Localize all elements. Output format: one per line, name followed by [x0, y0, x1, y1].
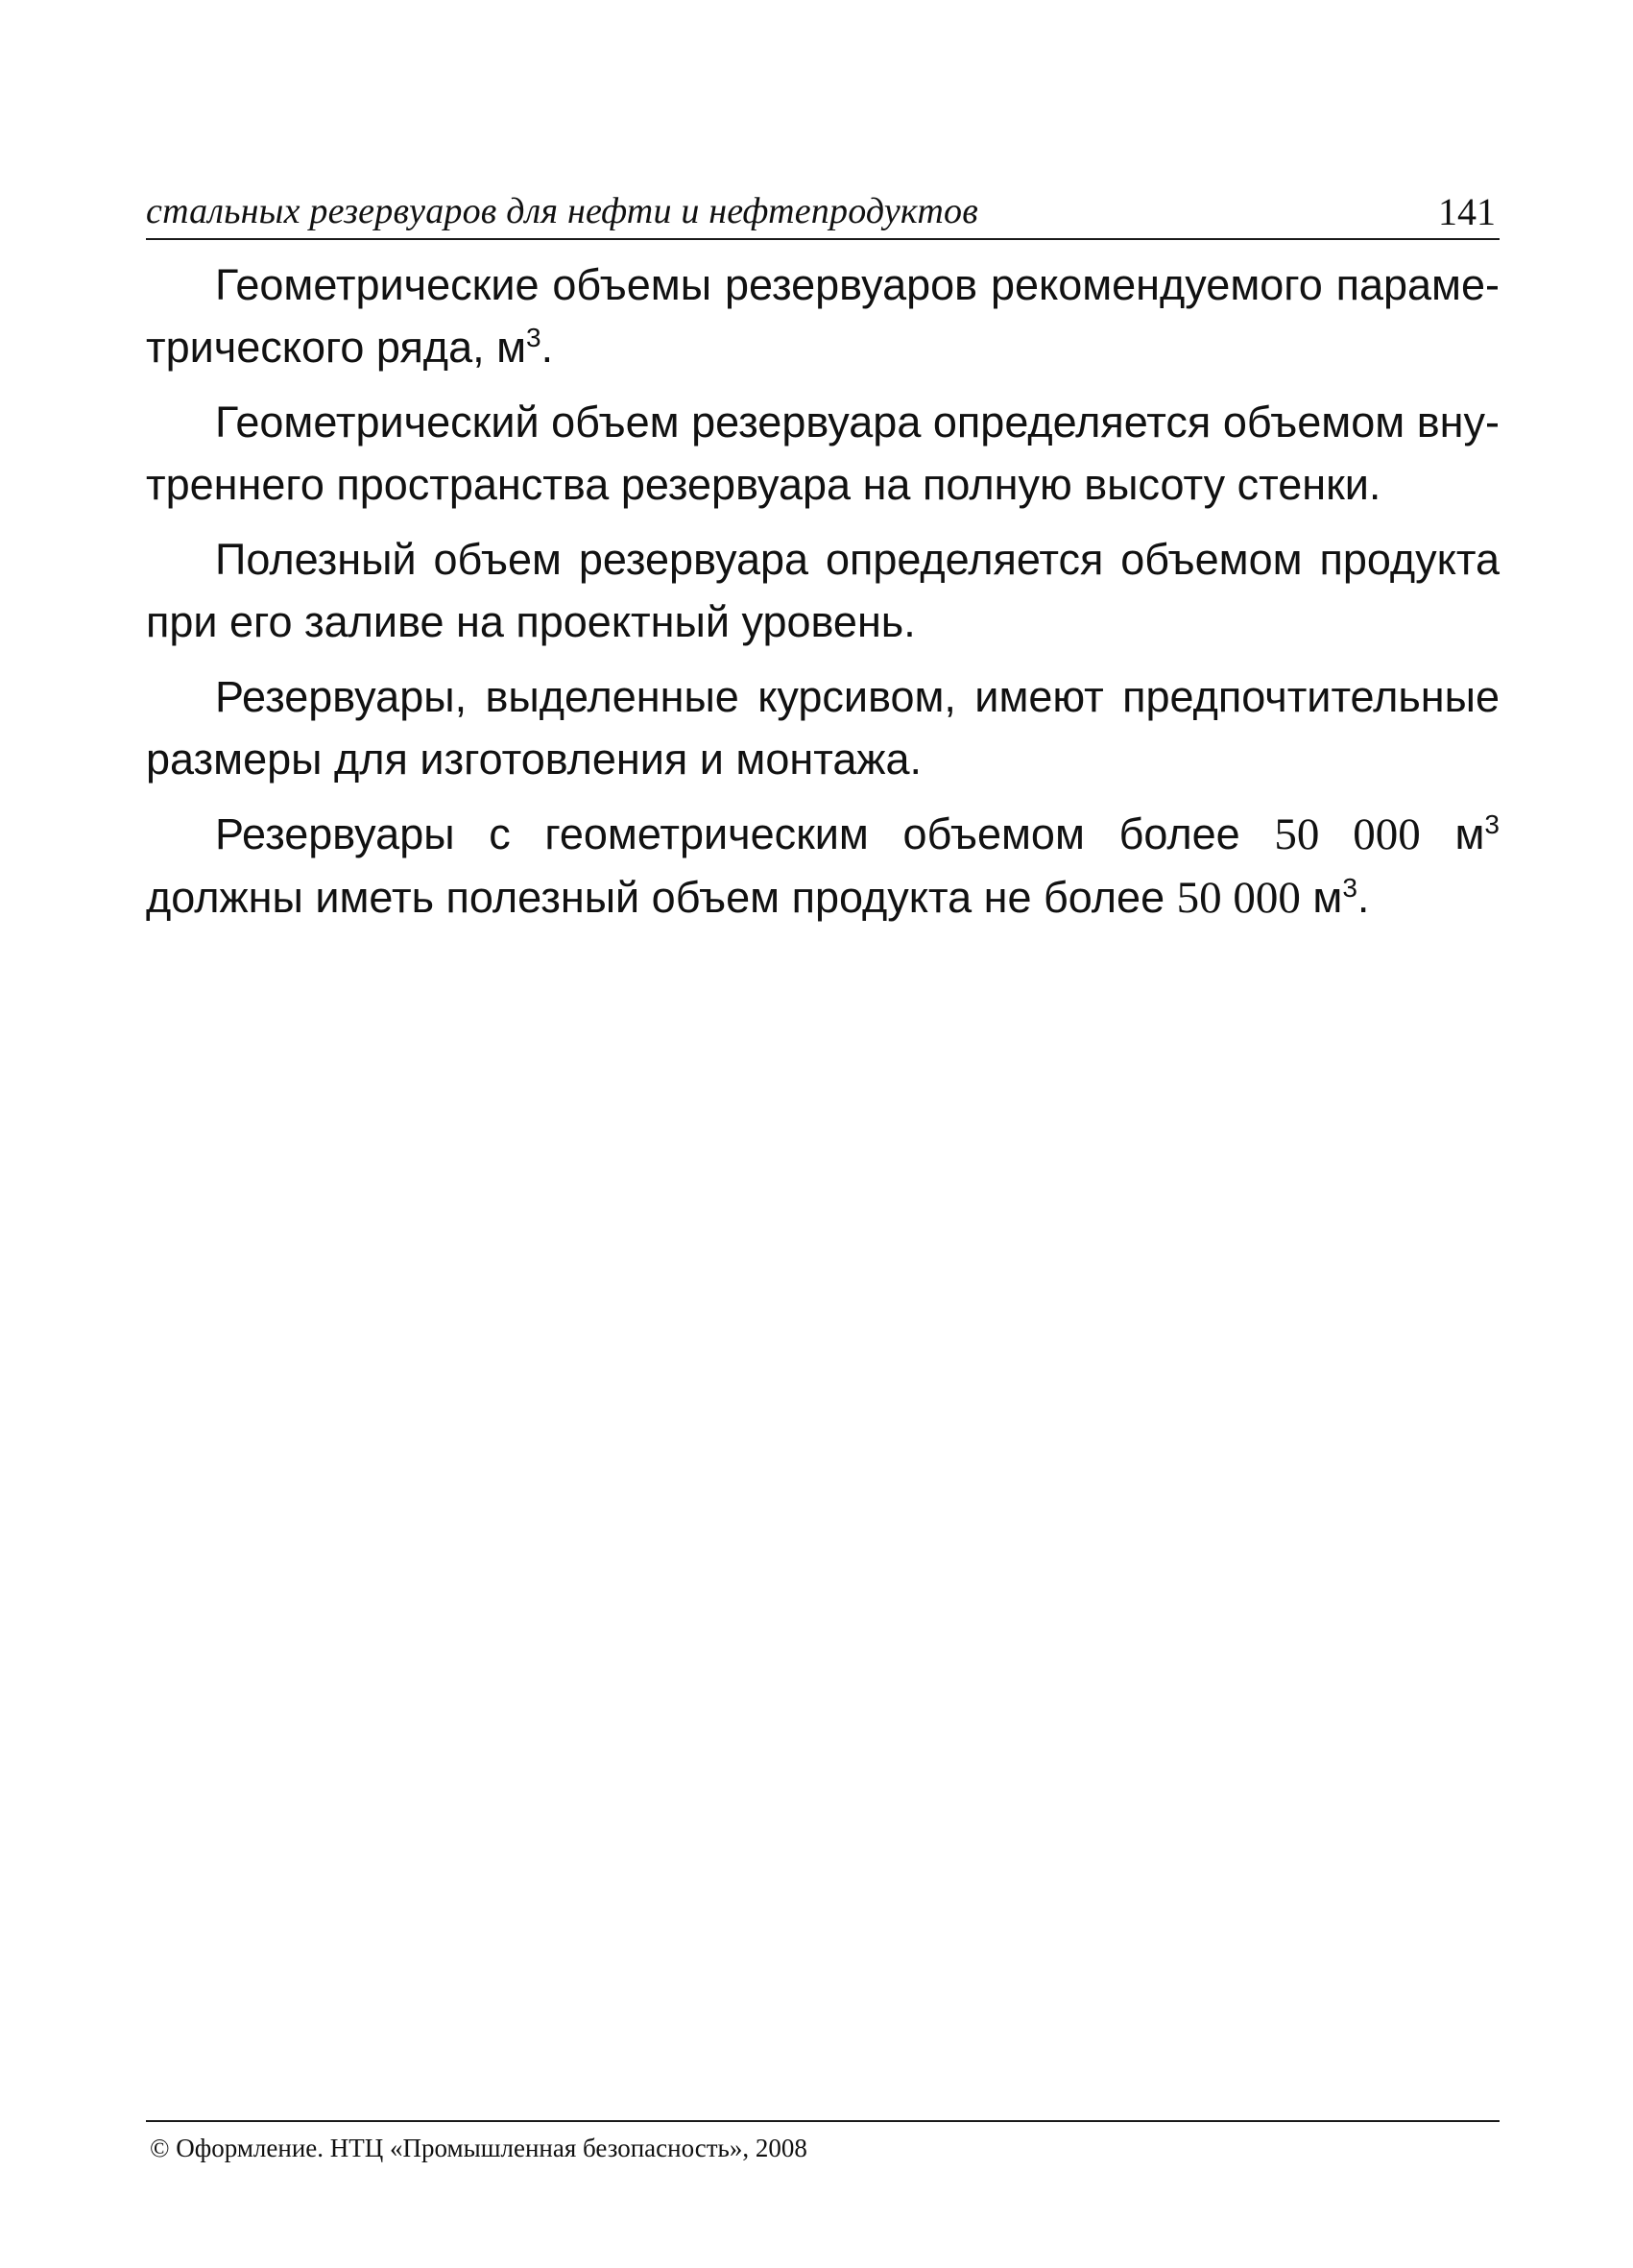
paragraph-5-unit-1: м — [1420, 809, 1485, 858]
paragraph-5-number-2: 50 000 — [1176, 873, 1301, 923]
paragraph-5-superscript-2: 3 — [1342, 873, 1357, 903]
paragraph-5-superscript-1: 3 — [1484, 809, 1500, 839]
paragraph-1-end: . — [540, 323, 554, 372]
footer-rule — [146, 2120, 1500, 2122]
page-number: 141 — [1438, 190, 1496, 233]
paragraph-1 — [146, 253, 1500, 378]
paragraph-3: Полезный объем резервуара определяется объемом продукта при его заливе на проектный уровень. — [146, 535, 1500, 646]
paragraph-4: Резервуары, выделенные курсивом, имеют предпочтительные размеры для изготовления и монтажа. — [146, 672, 1500, 784]
paragraph-5-part2: должны иметь полезный объем продукта не более — [146, 873, 1177, 922]
paragraph-1-superscript: 3 — [526, 323, 541, 352]
paragraph-1-text: Геометрические объемы резервуаров рекомендуемого параме-трического ряда, м — [146, 260, 1500, 372]
paragraph-5-end: . — [1357, 873, 1370, 922]
paragraph-5-number-1: 50 000 — [1274, 809, 1421, 859]
paragraph-5-unit-2: м — [1300, 873, 1343, 922]
running-title: стальных резервуаров для нефти и нефтепродуктов — [146, 191, 978, 231]
running-header — [146, 182, 1500, 240]
body-text — [146, 253, 1500, 942]
paragraph-2: Геометрический объем резервуара определяется объемом вну-треннего пространства резервуара на полную высоту стенки. — [146, 398, 1500, 509]
paragraph-5-part1: Резервуары с геометрическим объемом более — [215, 809, 1275, 858]
paragraph-5 — [146, 803, 1500, 929]
footer-copyright: © Оформление. НТЦ «Промышленная безопасность», 2008 — [150, 2134, 807, 2162]
